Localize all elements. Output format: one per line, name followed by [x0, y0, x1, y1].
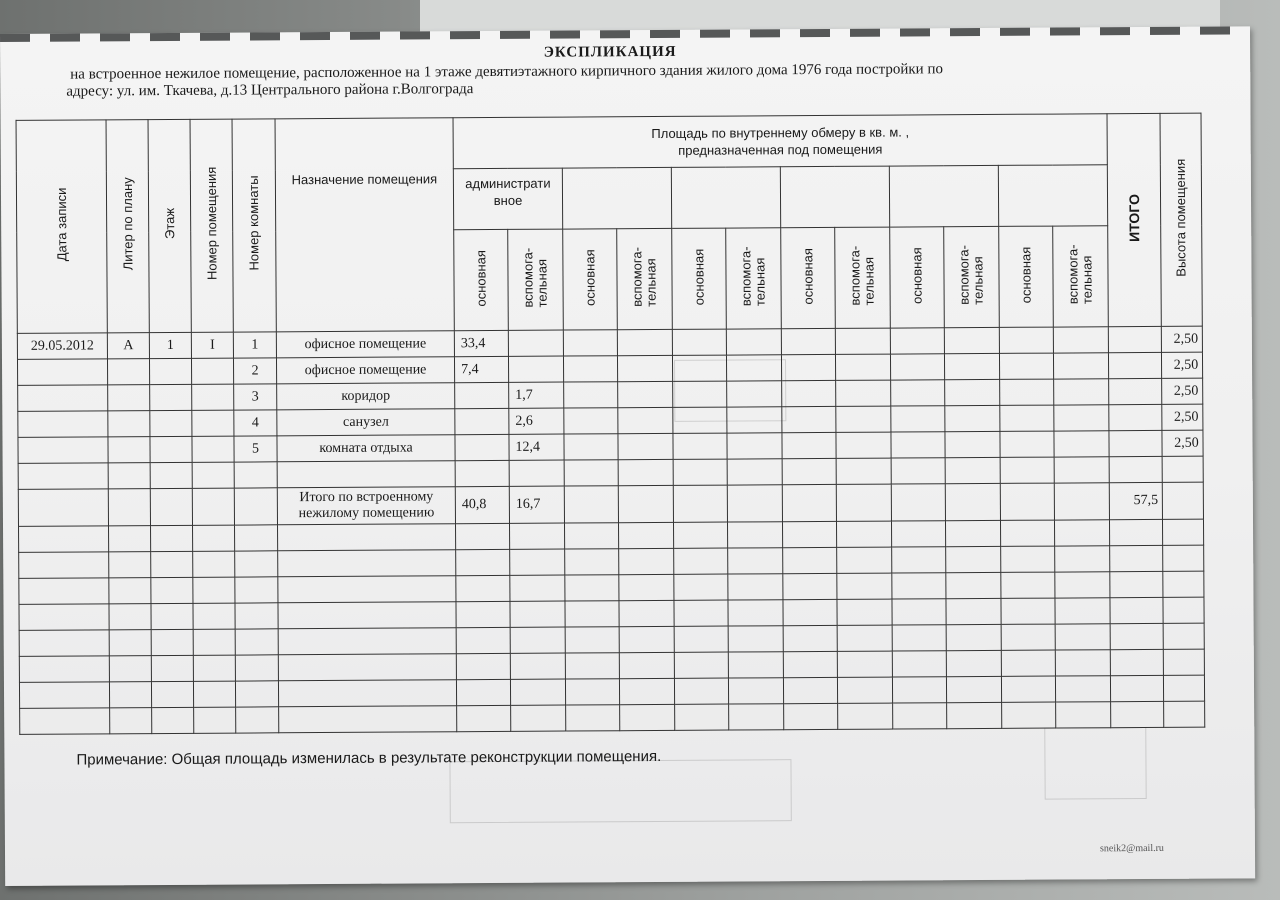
- cell-date: [18, 437, 108, 464]
- header-auxiliary: вспомога- тельная: [508, 229, 564, 330]
- summary-main: 40,8: [455, 486, 509, 523]
- cell-date: [18, 411, 108, 438]
- header-main: основная: [781, 227, 836, 328]
- cell-date: [18, 385, 108, 412]
- explication-table: [16, 113, 1206, 735]
- document-title: ЭКСПЛИКАЦИЯ: [543, 43, 677, 61]
- subtitle-line-1: на встроенное нежилое помещение, расположенное на 1 этаже девятиэтажного кирпичного здания жилого дома 1976 года постройки по: [70, 61, 944, 83]
- cell-room: 5: [234, 436, 277, 462]
- header-area-group: Площадь по внутреннему обмеру в кв. м. , предназначенная под помещения: [453, 114, 1107, 169]
- header-auxiliary: вспомога- тельная: [835, 227, 891, 328]
- cell-litera: [108, 437, 150, 463]
- cell-total: [1109, 430, 1162, 456]
- header-category-blank: [671, 167, 780, 229]
- cell-room: 4: [234, 410, 277, 436]
- cell-height: 2,50: [1162, 430, 1203, 456]
- cell-purpose: санузел: [277, 409, 455, 436]
- cell-total: [1109, 404, 1162, 430]
- cell-date: [17, 359, 107, 386]
- cell-room: 1: [233, 332, 276, 358]
- cell-main: [455, 408, 509, 434]
- summary-aux: 16,7: [509, 486, 564, 523]
- cell-total: [1108, 326, 1161, 352]
- cell-aux: 2,6: [509, 408, 564, 434]
- note-text: Примечание: Общая площадь изменилась в результате реконструкции помещения.: [76, 747, 662, 769]
- cell-litera: [108, 385, 150, 411]
- cell-floor: [150, 410, 192, 436]
- header-administrative: администрати вное: [453, 168, 562, 230]
- document-subtitle: [66, 60, 1150, 101]
- header-main: основная: [672, 228, 727, 329]
- header-row-1: [16, 113, 1201, 171]
- header-litera: Литер по плану: [106, 120, 149, 333]
- document-sheet: [0, 26, 1255, 886]
- header-premise-number: Номер помещения: [190, 119, 233, 332]
- email-watermark: sneik2@mail.ru: [1099, 842, 1164, 855]
- subtitle-line-2: адресу: ул. им. Ткачева, д.13 Центрального района г.Волгограда: [66, 81, 474, 100]
- cell-main: [455, 382, 509, 408]
- header-category-blank: [562, 167, 671, 229]
- header-auxiliary: вспомога- тельная: [617, 228, 673, 329]
- cell-purpose: офисное помещение: [276, 357, 454, 384]
- cell-height: 2,50: [1162, 378, 1203, 404]
- summary-label: Итого по встроенному нежилому помещению: [277, 487, 455, 525]
- cell-purpose: комната отдыха: [277, 435, 455, 462]
- cell-total: [1109, 378, 1162, 404]
- cell-aux: 1,7: [509, 382, 564, 408]
- header-auxiliary: вспомога- тельная: [944, 226, 1000, 327]
- cell-litera: [107, 359, 149, 385]
- cell-premise: [192, 410, 234, 436]
- header-main: основная: [999, 226, 1054, 327]
- header-main: основная: [890, 227, 945, 328]
- header-category-blank: [780, 166, 889, 228]
- cell-room: 3: [234, 384, 277, 410]
- cell-main: 33,4: [454, 330, 508, 356]
- header-main: основная: [563, 229, 618, 330]
- cell-purpose: офисное помещение: [276, 331, 454, 358]
- cell-main: 7,4: [454, 356, 508, 382]
- cell-premise: [192, 436, 234, 462]
- header-category-blank: [889, 165, 998, 227]
- header-category-blank: [998, 165, 1108, 227]
- cell-room: 2: [233, 358, 276, 384]
- header-floor: Этаж: [148, 119, 191, 332]
- cell-aux: [508, 356, 563, 382]
- header-auxiliary: вспомога- тельная: [1053, 226, 1109, 327]
- cell-premise: [192, 384, 234, 410]
- cell-litera: А: [107, 333, 149, 359]
- header-auxiliary: вспомога- тельная: [726, 228, 782, 329]
- header-room-number: Номер комнаты: [232, 119, 276, 332]
- cell-main: [455, 434, 509, 460]
- header-date: Дата записи: [16, 120, 107, 334]
- cell-aux: [508, 330, 563, 356]
- header-purpose: Назначение помещения: [275, 118, 454, 332]
- cell-floor: [150, 384, 192, 410]
- cell-premise: [191, 358, 233, 384]
- cell-date: 29.05.2012: [17, 333, 107, 360]
- header-main: основная: [454, 229, 509, 330]
- cell-height: 2,50: [1162, 404, 1203, 430]
- cell-floor: [149, 358, 191, 384]
- cell-floor: 1: [149, 332, 191, 358]
- header-height: Высота помещения: [1160, 113, 1202, 326]
- header-total: ИТОГО: [1107, 113, 1161, 326]
- cell-aux: 12,4: [509, 434, 564, 460]
- show-through-mark: [449, 759, 791, 823]
- cell-litera: [108, 411, 150, 437]
- cell-floor: [150, 436, 192, 462]
- cell-premise: I: [191, 332, 233, 358]
- cell-height: 2,50: [1161, 326, 1202, 352]
- cell-purpose: коридор: [277, 383, 455, 410]
- cell-total: [1109, 352, 1162, 378]
- summary-total: 57,5: [1109, 482, 1162, 519]
- cell-height: 2,50: [1162, 352, 1203, 378]
- show-through-mark: [1044, 727, 1146, 800]
